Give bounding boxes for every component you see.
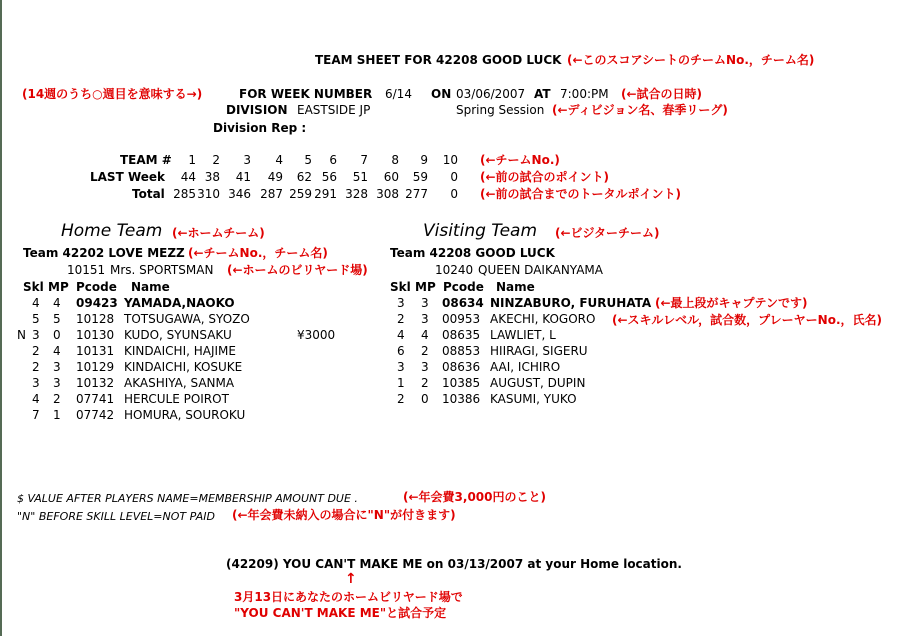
standings-last-week-cell: 38	[204, 170, 220, 184]
division-label: DIVISION	[226, 103, 288, 117]
standings-total-cell: 291	[314, 187, 337, 201]
next-match-notice: (42209) YOU CAN'T MAKE ME on 03/13/2007 at your Home location.	[226, 557, 682, 571]
home-col-skl: Skl	[23, 280, 44, 294]
legend-n-flag: "N" BEFORE SKILL LEVEL=NOT PAID	[17, 510, 215, 523]
next-match-annotation-2: "YOU CAN'T MAKE ME"と試合予定	[234, 606, 447, 620]
home-player-matches: 4	[53, 296, 61, 310]
visiting-heading-annotation: (←ビジターチーム)	[555, 226, 660, 240]
home-player-skill: 7	[32, 408, 40, 422]
home-player-amount-due: ¥3000	[297, 328, 336, 342]
standings-total-cell: 277	[405, 187, 428, 201]
home-player-name: KINDAICHI, KOSUKE	[124, 360, 243, 374]
division-rep-label: Division Rep :	[213, 121, 307, 135]
home-player-skill: 3	[32, 328, 40, 342]
visiting-col-skl: Skl	[390, 280, 411, 294]
visiting-col-name: Name	[496, 280, 535, 294]
home-player-code: 10132	[76, 376, 115, 390]
home-col-mp: MP	[48, 280, 69, 294]
visiting-player-skill: 2	[397, 312, 405, 326]
standings-last-week-cell: 41	[235, 170, 251, 184]
home-player-name: AKASHIYA, SANMA	[124, 376, 235, 390]
visiting-player-skill: 4	[397, 328, 405, 342]
home-col-pcode: Pcode	[76, 280, 117, 294]
home-heading-annotation: (←ホームチーム)	[172, 226, 265, 240]
home-player-code: 10128	[76, 312, 115, 326]
home-player-skill: 4	[32, 392, 40, 406]
standings-total-cell: 285	[173, 187, 196, 201]
standings-teams-cell: 3	[243, 153, 251, 167]
team-number-label: TEAM #	[120, 153, 172, 167]
home-player-skill: 2	[32, 344, 40, 358]
week-annotation: (14週のうち○週目を意味する→)	[22, 87, 203, 101]
row-format-annotation: (←スキルレベル，試合数，プレーヤーNo.，氏名)	[612, 313, 883, 327]
standings-teams-cell: 1	[188, 153, 196, 167]
home-player-name: YAMADA,NAOKO	[124, 296, 235, 310]
standings-last-week-cell: 62	[296, 170, 312, 184]
home-col-name: Name	[131, 280, 170, 294]
home-player-name: HOMURA, SOUROKU	[124, 408, 246, 422]
home-venue-annotation: (←ホームのビリヤード場)	[227, 263, 368, 277]
visiting-venue-number: 10240	[435, 263, 474, 277]
home-venue-name: Mrs. SPORTSMAN	[110, 263, 214, 277]
home-player-name: TOTSUGAWA, SYOZO	[124, 312, 250, 326]
home-player-skill: 4	[32, 296, 40, 310]
home-player-skill: 5	[32, 312, 40, 326]
standings-total-cell: 310	[197, 187, 220, 201]
visiting-player-matches: 3	[421, 296, 429, 310]
legend-dollar: $ VALUE AFTER PLAYERS NAME=MEMBERSHIP AMOUNT DUE .	[17, 492, 358, 505]
division-name: EASTSIDE JP	[297, 103, 371, 117]
home-player-name: KUDO, SYUNSAKU	[124, 328, 232, 342]
standings-teams-cell: 10	[442, 153, 458, 167]
visiting-player-code: 10386	[442, 392, 481, 406]
visiting-player-matches: 0	[421, 392, 429, 406]
standings-teams-cell: 8	[391, 153, 399, 167]
standings-last-week-cell: 59	[412, 170, 428, 184]
visiting-player-name: HIIRAGI, SIGERU	[490, 344, 588, 358]
visiting-player-code: 08636	[442, 360, 481, 374]
standings-teams-cell: 9	[420, 153, 428, 167]
visiting-player-skill: 3	[397, 296, 405, 310]
standings-teams-cell: 7	[360, 153, 368, 167]
standings-teams-cell: 6	[329, 153, 337, 167]
home-player-code: 10130	[76, 328, 115, 342]
legend-n-annotation: (←年会費未納入の場合に"N"が付きます)	[232, 508, 456, 522]
standings-last-week-cell: 51	[352, 170, 368, 184]
visiting-player-name: AKECHI, KOGORO	[490, 312, 596, 326]
visiting-player-code: 08634	[442, 296, 484, 310]
week-label: FOR WEEK NUMBER	[239, 87, 373, 101]
standings-last-week-cell: 49	[267, 170, 283, 184]
home-player-matches: 1	[53, 408, 61, 422]
home-player-code: 10131	[76, 344, 115, 358]
visiting-player-name: AAI, ICHIRO	[490, 360, 561, 374]
match-time: 7:00:PM	[560, 87, 609, 101]
visiting-player-skill: 2	[397, 392, 405, 406]
home-player-name: HERCULE POIROT	[124, 392, 229, 406]
home-player-skill: 3	[32, 376, 40, 390]
visiting-player-matches: 3	[421, 360, 429, 374]
title-annotation: (←このスコアシートのチームNo.，チーム名)	[567, 53, 815, 67]
visiting-player-code: 00953	[442, 312, 481, 326]
visiting-team-heading: Visiting Team	[423, 221, 538, 241]
visiting-player-skill: 3	[397, 360, 405, 374]
visiting-player-name: LAWLIET, L	[490, 328, 556, 342]
visiting-player-code: 08853	[442, 344, 481, 358]
standings-teams-cell: 4	[275, 153, 283, 167]
home-player-code: 07742	[76, 408, 115, 422]
up-arrow-icon: ↑	[345, 571, 357, 587]
standings-teams-cell: 5	[304, 153, 312, 167]
legend-dollar-annotation: (←年会費3,000円のこと)	[403, 490, 546, 504]
home-player-code: 10129	[76, 360, 115, 374]
standings-teams-cell: 2	[212, 153, 220, 167]
division-annotation: (←ディビジョン名、春季リーグ)	[552, 103, 728, 117]
week-value: 6/14	[385, 87, 412, 101]
total-label: Total	[132, 187, 165, 201]
home-team-annotation: (←チームNo.，チーム名)	[188, 246, 328, 260]
home-player-code: 09423	[76, 296, 118, 310]
visiting-player-matches: 2	[421, 376, 429, 390]
home-player-matches: 3	[53, 360, 61, 374]
team-number-annotation: (←チームNo.)	[480, 153, 560, 167]
home-team-line: Team 42202 LOVE MEZZ	[23, 246, 185, 260]
visiting-player-matches: 4	[421, 328, 429, 342]
standings-total-cell: 328	[345, 187, 368, 201]
captain-annotation: (←最上段がキャプテンです)	[655, 296, 808, 310]
standings-last-week-cell: 56	[321, 170, 337, 184]
visiting-player-code: 10385	[442, 376, 481, 390]
standings-last-week-cell: 60	[383, 170, 399, 184]
sheet-title: TEAM SHEET FOR 42208 GOOD LUCK	[315, 53, 562, 67]
home-player-matches: 2	[53, 392, 61, 406]
home-player-matches: 0	[53, 328, 61, 342]
standings-last-week-cell: 44	[180, 170, 196, 184]
standings-total-cell: 346	[228, 187, 251, 201]
window-left-border	[0, 0, 2, 636]
last-week-annotation: (←前の試合のポイント)	[480, 170, 610, 184]
visiting-player-matches: 3	[421, 312, 429, 326]
home-player-name: KINDAICHI, HAJIME	[124, 344, 236, 358]
visiting-player-name: AUGUST, DUPIN	[490, 376, 586, 390]
visiting-player-name: NINZABURO, FURUHATA	[490, 296, 652, 310]
home-venue-number: 10151	[67, 263, 106, 277]
standings-total-cell: 0	[450, 187, 458, 201]
at-label: AT	[534, 87, 551, 101]
total-annotation: (←前の試合までのトータルポイント)	[480, 187, 682, 201]
visiting-team-line: Team 42208 GOOD LUCK	[390, 246, 555, 260]
visiting-venue-name: QUEEN DAIKANYAMA	[478, 263, 603, 277]
next-match-annotation-1: 3月13日にあなたのホームビリヤード場で	[234, 590, 463, 604]
home-team-heading: Home Team	[61, 221, 163, 241]
home-player-code: 07741	[76, 392, 115, 406]
not-paid-flag: N	[17, 328, 26, 342]
on-label: ON	[431, 87, 452, 101]
standings-total-cell: 308	[376, 187, 399, 201]
visiting-player-skill: 6	[397, 344, 405, 358]
visiting-col-mp: MP	[415, 280, 436, 294]
visiting-player-skill: 1	[397, 376, 405, 390]
home-player-matches: 3	[53, 376, 61, 390]
standings-last-week-cell: 0	[450, 170, 458, 184]
standings-total-cell: 287	[260, 187, 283, 201]
standings-total-cell: 259	[289, 187, 312, 201]
home-player-matches: 4	[53, 344, 61, 358]
datetime-annotation: (←試合の日時)	[621, 87, 703, 101]
home-player-skill: 2	[32, 360, 40, 374]
home-player-matches: 5	[53, 312, 61, 326]
visiting-col-pcode: Pcode	[443, 280, 484, 294]
session-name: Spring Session	[456, 103, 545, 117]
last-week-label: LAST Week	[90, 170, 166, 184]
match-date: 03/06/2007	[456, 87, 526, 101]
visiting-player-code: 08635	[442, 328, 481, 342]
visiting-player-matches: 2	[421, 344, 429, 358]
visiting-player-name: KASUMI, YUKO	[490, 392, 577, 406]
